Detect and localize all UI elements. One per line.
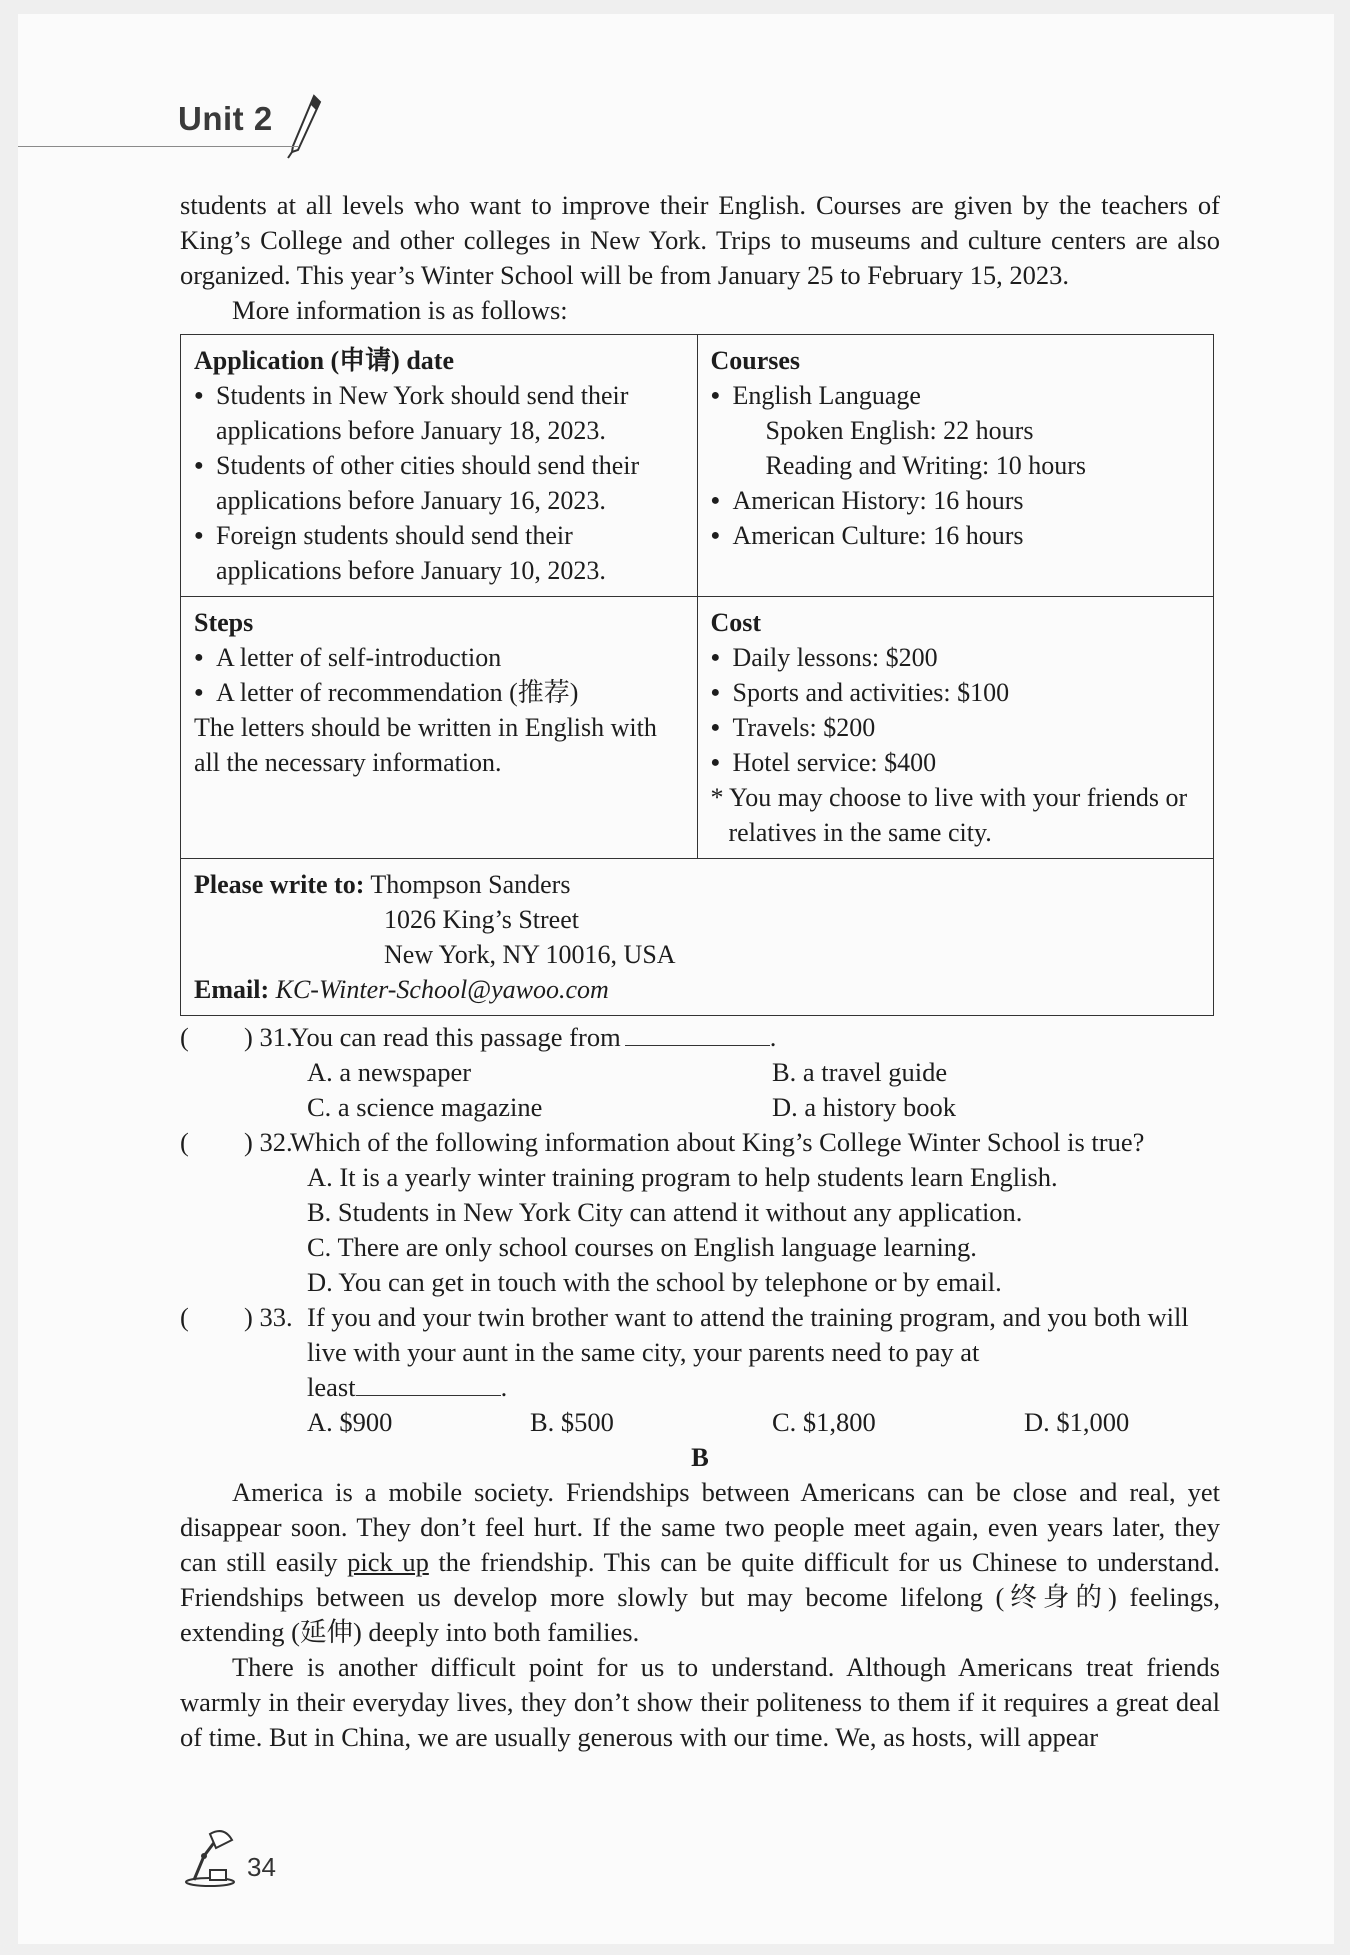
list-item: ● American History: 16 hours bbox=[711, 483, 1200, 518]
passage-text: the friendship. This can be quite difficult for us Chinese to understand. Friendships between us develop more slowly but may become lifelong (终身的) feelings, extending (延伸) deeply into both families. bbox=[180, 1547, 1221, 1647]
page-number: 34 bbox=[247, 1852, 276, 1882]
list-item: ● Students in New York should send their applications before January 18, 2023. bbox=[194, 378, 683, 448]
question-end: . bbox=[500, 1372, 508, 1402]
intro-paragraph: students at all levels who want to improve their English. Courses are given by the teachers of King’s College and other colleges in New York. Trips to museums and culture centers are also organized. This year’s Winter School will be from January 25 to February 15, 2023. bbox=[180, 190, 1220, 290]
answer-blank[interactable] bbox=[625, 1021, 770, 1046]
section-b-label: B bbox=[691, 1442, 709, 1472]
options-row bbox=[180, 1405, 1220, 1440]
question-text: Which of the following information about King’s College Winter School is true? bbox=[290, 1127, 1145, 1157]
option-b: B. a travel guide bbox=[772, 1057, 948, 1087]
list-item: ● Students of other cities should send their applications before January 16, 2023. bbox=[194, 448, 683, 518]
info-table bbox=[180, 334, 1214, 1016]
option-b: B. $500 bbox=[530, 1407, 614, 1437]
sub-item: Reading and Writing: 10 hours bbox=[765, 451, 1087, 480]
application-title: Application (申请) date bbox=[194, 346, 455, 375]
underlined-phrase: pick up bbox=[347, 1547, 429, 1577]
passage-paragraph: There is another difficult point for us to understand. Although Americans treat friends warmly in their everyday lives, they don’t show their politeness to them if it requires a great deal of time. But in China, we are usually generous with our time. We, as hosts, will appear bbox=[180, 1652, 1220, 1752]
list-item: ● Daily lessons: $200 bbox=[711, 640, 1200, 675]
steps-note: The letters should be written in English with all the necessary information. bbox=[194, 713, 657, 777]
email-line bbox=[194, 972, 1199, 1007]
pen-icon bbox=[284, 92, 324, 162]
list-item: ● A letter of self-introduction bbox=[194, 640, 683, 675]
email-label: Email: bbox=[194, 975, 270, 1004]
contact-line bbox=[194, 867, 1199, 902]
option-d: D. You can get in touch with the school by telephone or by email. bbox=[307, 1267, 1002, 1297]
question-text: You can read this passage from bbox=[290, 1022, 621, 1052]
answer-paren: ( bbox=[180, 1127, 189, 1157]
question-text: If you and your twin brother want to attend the training program, and you both will live with your aunt in the same city, your parents need to pay at bbox=[307, 1302, 1189, 1367]
application-cell bbox=[181, 335, 698, 597]
question-31 bbox=[180, 1020, 1220, 1055]
write-label: Please write to: bbox=[194, 870, 365, 899]
question-text-end: least bbox=[307, 1372, 356, 1402]
answer-blank[interactable] bbox=[356, 1371, 501, 1396]
courses-title: Courses bbox=[710, 346, 801, 375]
sub-item: Spoken English: 22 hours bbox=[765, 416, 1034, 445]
option-a: A. It is a yearly winter training program to help students learn English. bbox=[307, 1162, 1058, 1192]
question-text-cont bbox=[180, 1370, 1220, 1405]
question-number: ) 33. bbox=[244, 1302, 293, 1332]
answer-paren: ( bbox=[180, 1302, 189, 1332]
list-item: ● Sports and activities: $100 bbox=[711, 675, 1200, 710]
cost-note: * You may choose to live with your friends or relatives in the same city. bbox=[710, 783, 1188, 847]
courses-cell bbox=[697, 335, 1214, 597]
lamp-icon bbox=[180, 1826, 240, 1888]
cost-title: Cost bbox=[710, 608, 762, 637]
option-a: A. $900 bbox=[307, 1407, 393, 1437]
steps-cell bbox=[181, 597, 698, 859]
options-row bbox=[180, 1090, 1220, 1125]
unit-header: Unit 2 bbox=[178, 100, 273, 137]
answer-paren: ( bbox=[180, 1022, 189, 1052]
question-number: ) 31. bbox=[244, 1022, 293, 1052]
option-c: C. $1,800 bbox=[772, 1407, 876, 1437]
option-d: D. $1,000 bbox=[1024, 1407, 1130, 1437]
list-item: ● English Language bbox=[711, 378, 1200, 413]
question-32 bbox=[180, 1125, 1220, 1160]
contact-name: Thompson Sanders bbox=[370, 870, 571, 899]
list-item: ● A letter of recommendation (推荐) bbox=[194, 675, 683, 710]
contact-city: New York, NY 10016, USA bbox=[384, 940, 676, 969]
steps-title: Steps bbox=[194, 608, 254, 637]
list-item: ● American Culture: 16 hours bbox=[711, 518, 1200, 553]
question-33 bbox=[180, 1300, 1220, 1370]
option-d: D. a history book bbox=[772, 1092, 957, 1122]
question-end: . bbox=[769, 1022, 777, 1052]
header-rule bbox=[18, 146, 298, 147]
passage-paragraph bbox=[180, 1475, 1220, 1650]
contact-street: 1026 King’s Street bbox=[384, 905, 579, 934]
question-number: ) 32. bbox=[244, 1127, 293, 1157]
cost-cell bbox=[697, 597, 1214, 859]
passage-text: America is a mobile society. Friendships between Americans can be close and real, yet disappear soon. They don’t feel hurt. If the same two people meet again, even years later, they can still easily bbox=[180, 1477, 1220, 1577]
option-a: A. a newspaper bbox=[307, 1057, 472, 1087]
option-c: C. a science magazine bbox=[307, 1092, 543, 1122]
option-c: C. There are only school courses on English language learning. bbox=[307, 1232, 977, 1262]
option-b: B. Students in New York City can attend it without any application. bbox=[307, 1197, 1023, 1227]
content bbox=[180, 188, 1220, 1755]
list-item: ● Travels: $200 bbox=[711, 710, 1200, 745]
intro-followup: More information is as follows: bbox=[232, 295, 568, 325]
email-address: KC-Winter-School@yawoo.com bbox=[275, 975, 609, 1004]
list-item: ● Foreign students should send their applications before January 10, 2023. bbox=[194, 518, 683, 588]
options-row bbox=[180, 1055, 1220, 1090]
contact-cell bbox=[181, 859, 1214, 1016]
list-item: ● Hotel service: $400 bbox=[711, 745, 1200, 780]
